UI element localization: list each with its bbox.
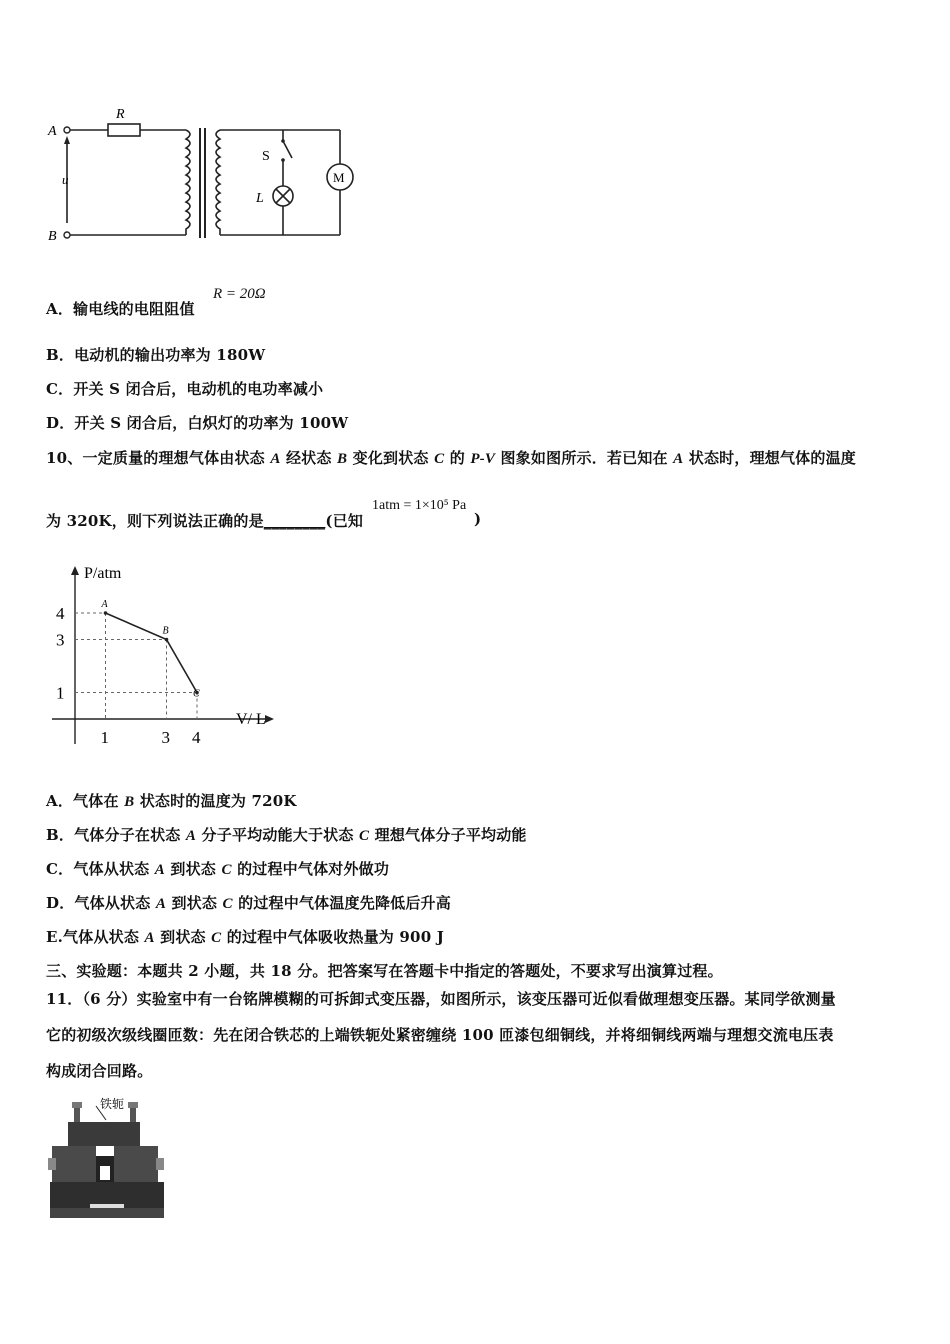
- q10-atm-formula: 1atm = 1×10⁵ Pa: [372, 498, 467, 513]
- transformer-circuit-diagram: [40, 98, 370, 248]
- label-r: R: [116, 107, 125, 122]
- label-u: u: [62, 172, 69, 187]
- label-a: A: [48, 124, 57, 139]
- q11-line1: 11．（6 分）实验室中有一台铭牌模糊的可拆卸式变压器，如图所示，该变压器可近似看做理想变压器。某同学欲测量: [46, 990, 836, 1008]
- q10-option-d: D．气体从状态 A 到状态 C 的过程中气体温度先降低后升高: [46, 894, 451, 912]
- resistor-r: [108, 124, 140, 136]
- q10-stem-line1: 10、一定质量的理想气体由状态 A 经状态 B 变化到状态 C 的 P-V 图象如图所示．若已知在 A 状态时，理想气体的温度: [46, 449, 856, 467]
- transformer-photo: [46, 1092, 168, 1224]
- x-axis-label: V/ L: [236, 711, 266, 728]
- q11-line2: 它的初级次级线圈匝数：先在闭合铁芯的上端铁轭处紧密缠绕 100 匝漆包细铜线，并将细铜线两端与理想交流电压表: [46, 1026, 834, 1044]
- q10-option-a: A．气体在 B 状态时的温度为 720K: [46, 792, 297, 810]
- label-b: B: [48, 229, 57, 244]
- q10-close-paren: ): [474, 510, 482, 528]
- label-s: S: [262, 149, 270, 164]
- label-m: M: [333, 170, 345, 185]
- answer-blank: ________: [263, 512, 326, 530]
- x-tick-1: 1: [100, 728, 109, 747]
- pv-graph: [44, 560, 284, 750]
- y-tick-4: 4: [56, 604, 65, 623]
- x-tick-3: 3: [161, 728, 170, 747]
- q11-line3: 构成闭合回路。: [46, 1062, 153, 1080]
- q9-option-c: C．开关 S 闭合后，电动机的电功率减小: [46, 380, 324, 398]
- x-tick-4: 4: [192, 728, 201, 747]
- state-label-b: B: [162, 625, 169, 637]
- q9-option-a-formula: R = 20Ω: [213, 286, 266, 302]
- state-point-b: [165, 638, 169, 642]
- y-axis-label: P/atm: [84, 565, 122, 582]
- state-label-c: C: [193, 688, 200, 700]
- process-line: [106, 613, 198, 693]
- q9-option-a: A．输电线的电阻阻值: [46, 300, 195, 318]
- state-point-a: [104, 611, 108, 615]
- label-l: L: [256, 191, 264, 206]
- q9-option-d: D．开关 S 闭合后，白炽灯的功率为 100W: [46, 414, 349, 432]
- q10-option-c: C．气体从状态 A 到状态 C 的过程中气体对外做功: [46, 860, 390, 878]
- q9-option-b: B．电动机的输出功率为 180W: [46, 346, 266, 364]
- photo-label-yoke: 铁轭: [100, 1097, 125, 1111]
- q10-option-e: E.气体从状态 A 到状态 C 的过程中气体吸收热量为 900 J: [46, 928, 445, 946]
- y-tick-3: 3: [56, 630, 65, 650]
- y-tick-1: 1: [56, 683, 65, 703]
- q10-stem-line2: 为 320K，则下列说法正确的是________(已知: [46, 512, 364, 530]
- state-label-a: A: [101, 599, 108, 610]
- section-3-heading: 三、实验题：本题共 2 小题，共 18 分。把答案写在答题卡中指定的答题处，不要求写出演算过程。: [46, 962, 723, 980]
- q10-option-b: B．气体分子在状态 A 分子平均动能大于状态 C 理想气体分子平均动能: [46, 826, 527, 844]
